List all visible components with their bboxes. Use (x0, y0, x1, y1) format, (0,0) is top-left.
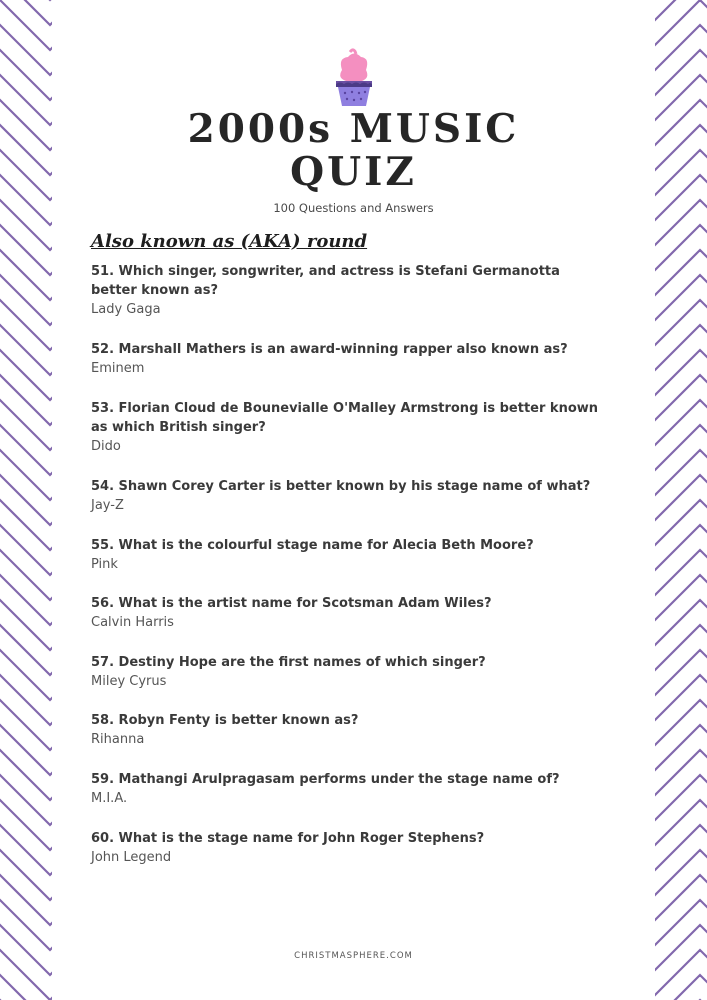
answer-text: Dido (91, 439, 121, 454)
page-subtitle: 100 Questions and Answers (273, 201, 434, 215)
round-title: Also known as (AKA) round (91, 231, 368, 252)
question-57 (91, 653, 601, 692)
question-text: 51. Which singer, songwriter, and actress is Stefani Germanotta better known as? (91, 264, 560, 298)
question-55 (91, 536, 601, 575)
question-text: 59. Mathangi Arulpragasam performs under the stage name of? (91, 772, 560, 787)
question-text: 56. What is the artist name for Scotsman Adam Wiles? (91, 596, 492, 611)
question-56 (91, 594, 601, 633)
answer-text: Rihanna (91, 732, 145, 747)
question-text: 54. Shawn Corey Carter is better known by his stage name of what? (91, 479, 591, 494)
answer-text: John Legend (91, 850, 172, 865)
question-text: 57. Destiny Hope are the first names of which singer? (91, 655, 486, 670)
question-text: 58. Robyn Fenty is better known as? (91, 713, 359, 728)
answer-text: M.I.A. (91, 791, 128, 806)
answer-text: Calvin Harris (91, 615, 174, 630)
question-54 (91, 477, 601, 516)
site-footer: CHRISTMASPHERE.COM (294, 951, 413, 961)
answer-text: Lady Gaga (91, 302, 161, 317)
question-59 (91, 770, 601, 809)
question-text: 60. What is the stage name for John Roger Stephens? (91, 831, 485, 846)
question-53 (91, 399, 601, 457)
page-title-line-2: QUIZ (290, 149, 417, 195)
answer-text: Eminem (91, 361, 145, 376)
question-52 (91, 340, 601, 379)
question-60 (91, 829, 601, 868)
answer-text: Pink (91, 557, 118, 572)
page-title-line-1: 2000s MUSIC (187, 106, 520, 152)
question-text: 52. Marshall Mathers is an award-winning rapper also known as? (91, 342, 568, 357)
answer-text: Miley Cyrus (91, 674, 167, 689)
question-51 (91, 262, 601, 320)
answer-text: Jay-Z (91, 498, 124, 513)
cupcake-icon (332, 48, 376, 108)
question-text: 53. Florian Cloud de Bounevialle O'Malley Armstrong is better known as which British singer? (91, 401, 599, 435)
question-58 (91, 711, 601, 750)
question-text: 55. What is the colourful stage name for Alecia Beth Moore? (91, 538, 534, 553)
